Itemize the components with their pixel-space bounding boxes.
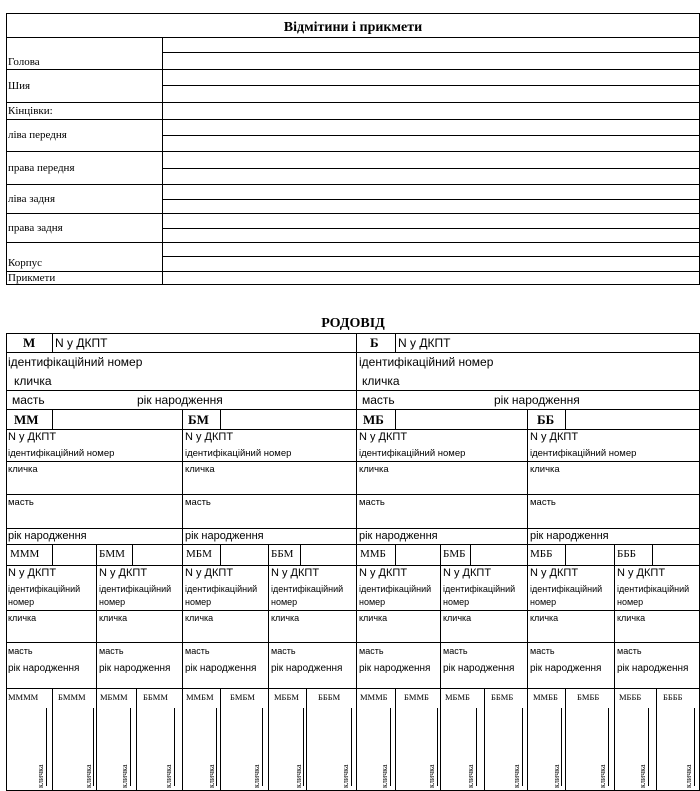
gen2-mm-birth: рік народження (8, 530, 87, 542)
gen3-bmb-dkpt: N у ДКПТ (443, 567, 492, 579)
gen4-bmbb-nickname: кличка (598, 764, 607, 788)
gen3-mbb-dkpt: N у ДКПТ (530, 567, 579, 579)
marks-label-body: Корпус (8, 257, 43, 269)
gen2-mb-id: ідентифікаційний номер (359, 448, 466, 459)
gen2-bb-dkpt: N у ДКПТ (530, 431, 579, 443)
gen4-bmbm-label: БМБМ (230, 692, 255, 702)
gen3-mbb-color: масть (530, 646, 555, 656)
gen3-mmm-color: масть (8, 646, 33, 656)
gen3-mbm-color: масть (185, 646, 210, 656)
marks-label-left-front: ліва передня (8, 129, 67, 141)
gen2-mm-color: масть (8, 497, 34, 508)
gen1-mother-dkpt: N у ДКПТ (55, 336, 108, 350)
gen4-mmmb-label: МММБ (360, 692, 388, 702)
gen1-mother-color: масть (12, 393, 45, 407)
gen2-mm-label: ММ (14, 412, 39, 427)
gen1-father-nickname: кличка (362, 374, 400, 388)
gen3-mbm-dkpt: N у ДКПТ (185, 567, 234, 579)
marks-label-limbs: Кінцівки: (8, 105, 53, 117)
gen4-bbmb-nickname: кличка (512, 764, 521, 788)
gen4-bbmm-label: ББММ (143, 692, 168, 702)
gen3-mbb-id-word: ідентифікаційний (530, 584, 603, 594)
gen2-bm-birth: рік народження (185, 530, 264, 542)
gen4-mmmb-nickname: кличка (380, 764, 389, 788)
gen2-bm-color: масть (185, 497, 211, 508)
gen3-mbm-id-word: ідентифікаційний (185, 584, 258, 594)
gen3-bmb-number-word: номер (443, 597, 470, 607)
gen2-mb-label: МБ (363, 412, 384, 427)
gen4-bmbm-nickname: кличка (252, 764, 261, 788)
gen3-mbb-number-word: номер (530, 597, 557, 607)
gen2-mm-nickname: кличка (8, 464, 38, 475)
gen4-mbbm-label: МББМ (274, 692, 299, 702)
gen3-mmm-label: МММ (10, 548, 40, 560)
gen3-bbm-birth: рік народження (271, 663, 343, 674)
gen3-bmm-dkpt: N у ДКПТ (99, 567, 148, 579)
gen3-bbb-number-word: номер (617, 597, 644, 607)
gen3-mmb-nickname: кличка (359, 613, 388, 623)
gen4-mmmm-label: ММММ (8, 692, 39, 702)
gen3-bmm-nickname: кличка (99, 613, 128, 623)
gen4-bbbm-label: БББМ (318, 692, 341, 702)
gen2-mb-birth: рік народження (359, 530, 438, 542)
gen1-mother-birth: рік народження (137, 393, 223, 407)
gen1-father-label: Б (370, 335, 379, 350)
gen4-mbbb-label: МБББ (619, 692, 642, 702)
gen1-mother-id: ідентифікаційний номер (8, 355, 143, 369)
gen3-bbb-dkpt: N у ДКПТ (617, 567, 666, 579)
gen2-bb-birth: рік народження (530, 530, 609, 542)
gen1-father-id: ідентифікаційний номер (359, 355, 494, 369)
gen3-bbm-label: ББМ (271, 548, 294, 560)
gen4-bbmb-label: ББМБ (491, 692, 514, 702)
gen4-bbbb-label: ББББ (663, 692, 683, 702)
gen2-bb-label: ББ (537, 412, 555, 427)
gen2-bm-nickname: кличка (185, 464, 215, 475)
gen3-bmm-color: масть (99, 646, 124, 656)
marks-title: Відмітини і прикмети (283, 20, 423, 35)
gen2-mm-dkpt: N у ДКПТ (8, 431, 57, 443)
gen2-mb-nickname: кличка (359, 464, 389, 475)
marks-label-right-hind: права задня (8, 222, 63, 234)
pedigree-table-border (6, 333, 700, 791)
gen4-bmmb-nickname: кличка (427, 764, 436, 788)
gen3-bmb-color: масть (443, 646, 468, 656)
gen3-mmm-nickname: кличка (8, 613, 37, 623)
gen2-bb-id: ідентифікаційний номер (530, 448, 637, 459)
marks-label-head: Голова (8, 56, 40, 68)
gen3-mmb-number-word: номер (359, 597, 386, 607)
marks-label-neck: Шия (8, 80, 31, 92)
gen4-bmbb-label: БМББ (577, 692, 600, 702)
gen4-bbbb-nickname: кличка (684, 764, 693, 788)
gen3-mmb-color: масть (359, 646, 384, 656)
gen2-bm-dkpt: N у ДКПТ (185, 431, 234, 443)
gen3-mmb-dkpt: N у ДКПТ (359, 567, 408, 579)
gen4-bmmm-nickname: кличка (84, 764, 93, 788)
gen3-mmb-id-word: ідентифікаційний (359, 584, 432, 594)
gen3-mbb-nickname: кличка (530, 613, 559, 623)
gen4-bmmm-label: БМММ (58, 692, 86, 702)
gen2-mb-color: масть (359, 497, 385, 508)
gen4-mbmm-label: МБММ (100, 692, 128, 702)
gen1-father-birth: рік народження (494, 393, 580, 407)
marks-label-right-front: права передня (8, 162, 75, 174)
gen4-bbmm-nickname: кличка (164, 764, 173, 788)
gen2-bb-nickname: кличка (530, 464, 560, 475)
gen3-bmm-birth: рік народження (99, 663, 171, 674)
gen4-mbmm-nickname: кличка (120, 764, 129, 788)
gen3-mmb-birth: рік народження (359, 663, 431, 674)
gen3-bbm-number-word: номер (271, 597, 298, 607)
marks-table-border (6, 13, 700, 285)
gen3-bmb-id-word: ідентифікаційний (443, 584, 516, 594)
gen3-mbm-birth: рік народження (185, 663, 257, 674)
marks-label-signs: Прикмети (8, 272, 56, 284)
gen3-bbm-id-word: ідентифікаційний (271, 584, 344, 594)
gen3-mbb-birth: рік народження (530, 663, 602, 674)
gen1-father-color: масть (362, 393, 395, 407)
gen3-mbb-label: МББ (530, 548, 553, 560)
pedigree-title: РОДОВІД (321, 316, 385, 331)
gen3-bmm-id-word: ідентифікаційний (99, 584, 172, 594)
gen3-bbm-dkpt: N у ДКПТ (271, 567, 320, 579)
gen2-bm-id: ідентифікаційний номер (185, 448, 292, 459)
gen3-bbb-color: масть (617, 646, 642, 656)
gen3-mmm-birth: рік народження (8, 663, 80, 674)
gen3-bbb-nickname: кличка (617, 613, 646, 623)
gen3-bmm-label: БММ (99, 548, 125, 560)
gen2-mb-dkpt: N у ДКПТ (359, 431, 408, 443)
gen4-mmmm-nickname: кличка (36, 764, 45, 788)
gen1-father-dkpt: N у ДКПТ (398, 336, 451, 350)
marks-label-left-hind: ліва задня (8, 193, 55, 205)
gen4-mmbb-nickname: кличка (552, 764, 561, 788)
gen3-bbb-id-word: ідентифікаційний (617, 584, 690, 594)
gen3-bbm-nickname: кличка (271, 613, 300, 623)
gen1-mother-label: М (23, 335, 36, 350)
gen3-bbb-label: БББ (617, 548, 636, 560)
gen4-bbbm-nickname: кличка (341, 764, 350, 788)
gen2-bm-label: БМ (188, 412, 209, 427)
gen3-mmm-dkpt: N у ДКПТ (8, 567, 57, 579)
gen2-bb-color: масть (530, 497, 556, 508)
gen3-mmm-number-word: номер (8, 597, 35, 607)
gen3-bmb-birth: рік народження (443, 663, 515, 674)
gen3-mbm-nickname: кличка (185, 613, 214, 623)
gen4-mmbm-label: ММБМ (186, 692, 214, 702)
gen3-mmm-id-word: ідентифікаційний (8, 584, 81, 594)
gen4-mbbm-nickname: кличка (294, 764, 303, 788)
gen3-bbm-color: масть (271, 646, 296, 656)
gen4-mmbm-nickname: кличка (207, 764, 216, 788)
gen4-mbbb-nickname: кличка (638, 764, 647, 788)
gen3-bmm-number-word: номер (99, 597, 126, 607)
gen3-mbm-label: МБМ (186, 548, 212, 560)
gen4-bmmb-label: БММБ (404, 692, 429, 702)
gen4-mmbb-label: ММББ (533, 692, 558, 702)
gen3-bmb-label: БМБ (443, 548, 466, 560)
gen4-mbmb-nickname: кличка (466, 764, 475, 788)
gen4-mbmb-label: МБМБ (445, 692, 470, 702)
gen2-mm-id: ідентифікаційний номер (8, 448, 115, 459)
gen3-mmb-label: ММБ (360, 548, 386, 560)
gen3-mbm-number-word: номер (185, 597, 212, 607)
gen3-bbb-birth: рік народження (617, 663, 689, 674)
gen1-mother-nickname: кличка (14, 374, 52, 388)
gen3-bmb-nickname: кличка (443, 613, 472, 623)
